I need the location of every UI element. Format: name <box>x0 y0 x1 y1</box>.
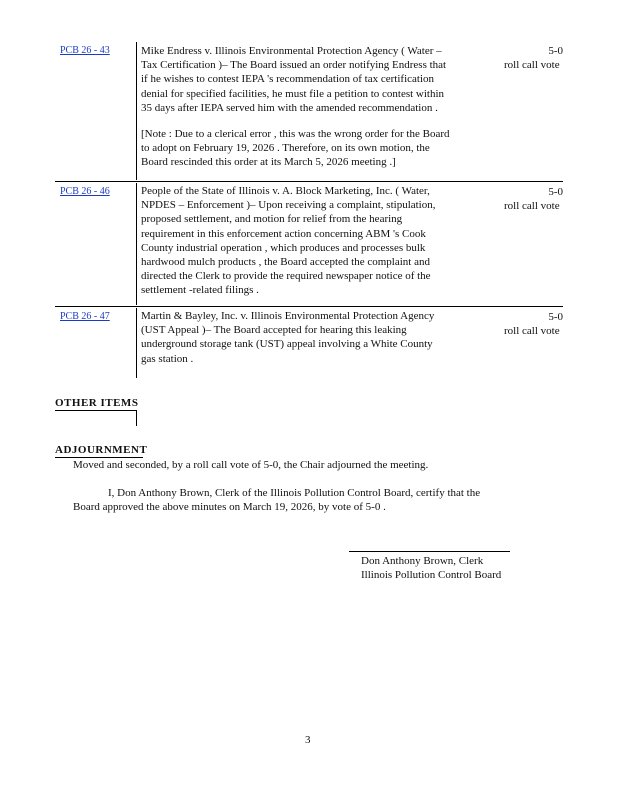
item-description-pcb-26-47 <box>141 309 481 366</box>
heading-underline <box>55 457 143 458</box>
description-line: denial for specified facilities, he must file a petition to contest within <box>141 87 445 100</box>
description-line: Tax Certification )– The Board issued an order notifying Endress that <box>141 59 447 72</box>
vote-type: roll call vote <box>504 200 560 212</box>
column-divider <box>136 42 137 180</box>
other-items-heading: OTHER ITEMS <box>55 397 139 409</box>
signature-name: Don Anthony Brown, Clerk <box>361 555 484 567</box>
certification-line: Board approved the above minutes on March 19, 2026, by vote of 5-0 . <box>73 501 386 513</box>
description-line: Martin & Bayley, Inc. v. Illinois Environmental Protection Agency <box>141 310 435 322</box>
description-line: County industrial operation , which produces and processes bulk <box>141 241 426 254</box>
case-link-pcb-26-43[interactable]: PCB 26 - 43 <box>60 45 110 56</box>
description-line: if he wishes to contest IEPA 's recommendation of tax certification <box>141 73 435 86</box>
vote-type: roll call vote <box>504 59 560 71</box>
signature-line <box>349 551 510 552</box>
description-line: People of the State of Illinois v. A. Block Marketing, Inc. ( Water, <box>141 185 430 197</box>
item-description-pcb-26-43 <box>141 44 481 170</box>
adjournment-heading: ADJOURNMENT <box>55 444 148 456</box>
heading-rule <box>136 410 137 426</box>
adjournment-text: Moved and seconded, by a roll call vote of 5-0, the Chair adjourned the meeting. <box>73 459 429 471</box>
vote-count: 5-0 <box>548 45 563 57</box>
note-line: to adopt on February 19, 2026 . Therefore, on its own motion, the <box>141 142 430 155</box>
page-number: 3 <box>305 734 311 746</box>
case-link-pcb-26-47[interactable]: PCB 26 - 47 <box>60 311 110 322</box>
description-line: hardwood mulch products , the Board accepted the complaint and <box>141 256 430 269</box>
vote-count: 5-0 <box>548 311 563 323</box>
case-link-pcb-26-46[interactable]: PCB 26 - 46 <box>60 186 110 197</box>
description-line: gas station . <box>141 352 194 365</box>
column-divider <box>136 183 137 305</box>
description-line: (UST Appeal )– The Board accepted for hearing this leaking <box>141 324 407 337</box>
description-line: directed the Clerk to provide the required newspaper notice of the <box>141 270 431 283</box>
vote-count: 5-0 <box>548 186 563 198</box>
description-line: settlement -related filings . <box>141 284 259 297</box>
item-description-pcb-26-46 <box>141 184 481 298</box>
note-line: Board rescinded this order at its March 5, 2026 meeting .] <box>141 156 396 169</box>
note-line: [Note : Due to a clerical error , this was the wrong order for the Board <box>141 128 450 141</box>
description-line: proposed settlement, and motion for relief from the hearing <box>141 213 403 226</box>
description-line: Mike Endress v. Illinois Environmental Protection Agency ( Water – <box>141 45 442 57</box>
heading-underline <box>55 410 136 411</box>
row-separator <box>55 181 563 182</box>
description-line: underground storage tank (UST) appeal involving a White County <box>141 338 433 351</box>
description-line: NPDES – Enforcement )– Upon receiving a complaint, stipulation, <box>141 199 436 212</box>
description-line: 35 days after IEPA served him with the amended recommendation . <box>141 101 438 114</box>
certification-line: I, Don Anthony Brown, Clerk of the Illinois Pollution Control Board, certify that the <box>108 487 481 499</box>
signature-org: Illinois Pollution Control Board <box>361 569 502 581</box>
vote-type: roll call vote <box>504 325 560 337</box>
row-separator <box>55 306 563 307</box>
description-line: requirement in this enforcement action concerning ABM 's Cook <box>141 227 426 240</box>
column-divider <box>136 308 137 378</box>
